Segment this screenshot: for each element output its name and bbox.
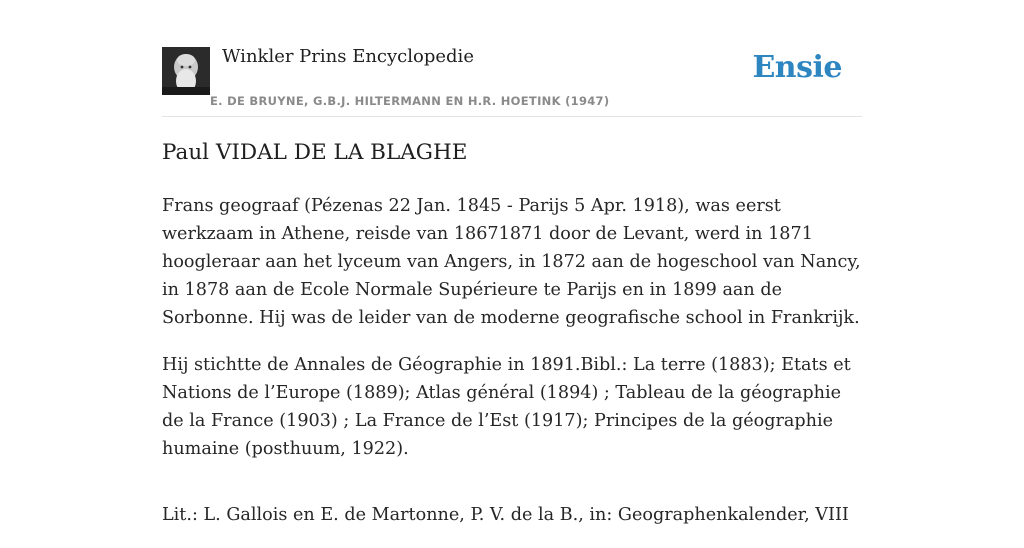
article-body <box>162 192 862 548</box>
article-paragraph: Frans geograaf (Pézenas 22 Jan. 1845 - Parijs 5 Apr. 1918), was eerst werkzaam in Athene, reisde van 18671871 door de Levant, werd in 1871 hoogleraar aan het lyceum van Angers, in 1872 aan de hogeschool van Nancy, in 1878 aan de Ecole Normale Supérieure te Parijs en in 1899 aan de Sorbonne. Hij was de leider van de moderne geografische school in Frankrijk. <box>162 196 861 328</box>
author-portrait-image <box>162 47 210 95</box>
article-paragraph: Hij stichtte de Annales de Géographie in 1891.Bibl.: La terre (1883); Etats et Nations de l’Europe (1889); Atlas général (1894) ; Tableau de la géographie de la France (1903) ; La France de l’Est (1917); Principes de la géographie humaine (posthuum, 1922). <box>162 355 851 459</box>
article-literature: Lit.: L. Gallois en E. de Martonne, P. V. de la B., in: Geographenkalender, VIII <box>162 505 849 525</box>
author-avatar[interactable] <box>162 47 210 95</box>
article-title: Paul VIDAL DE LA BLAGHE <box>162 140 468 165</box>
brand-logo[interactable]: Ensie <box>752 50 842 85</box>
source-header <box>162 40 862 117</box>
source-title[interactable]: Winkler Prins Encyclopedie <box>222 46 474 67</box>
source-authors: E. DE BRUYNE, G.B.J. HILTERMANN EN H.R. HOETINK (1947) <box>210 94 610 108</box>
